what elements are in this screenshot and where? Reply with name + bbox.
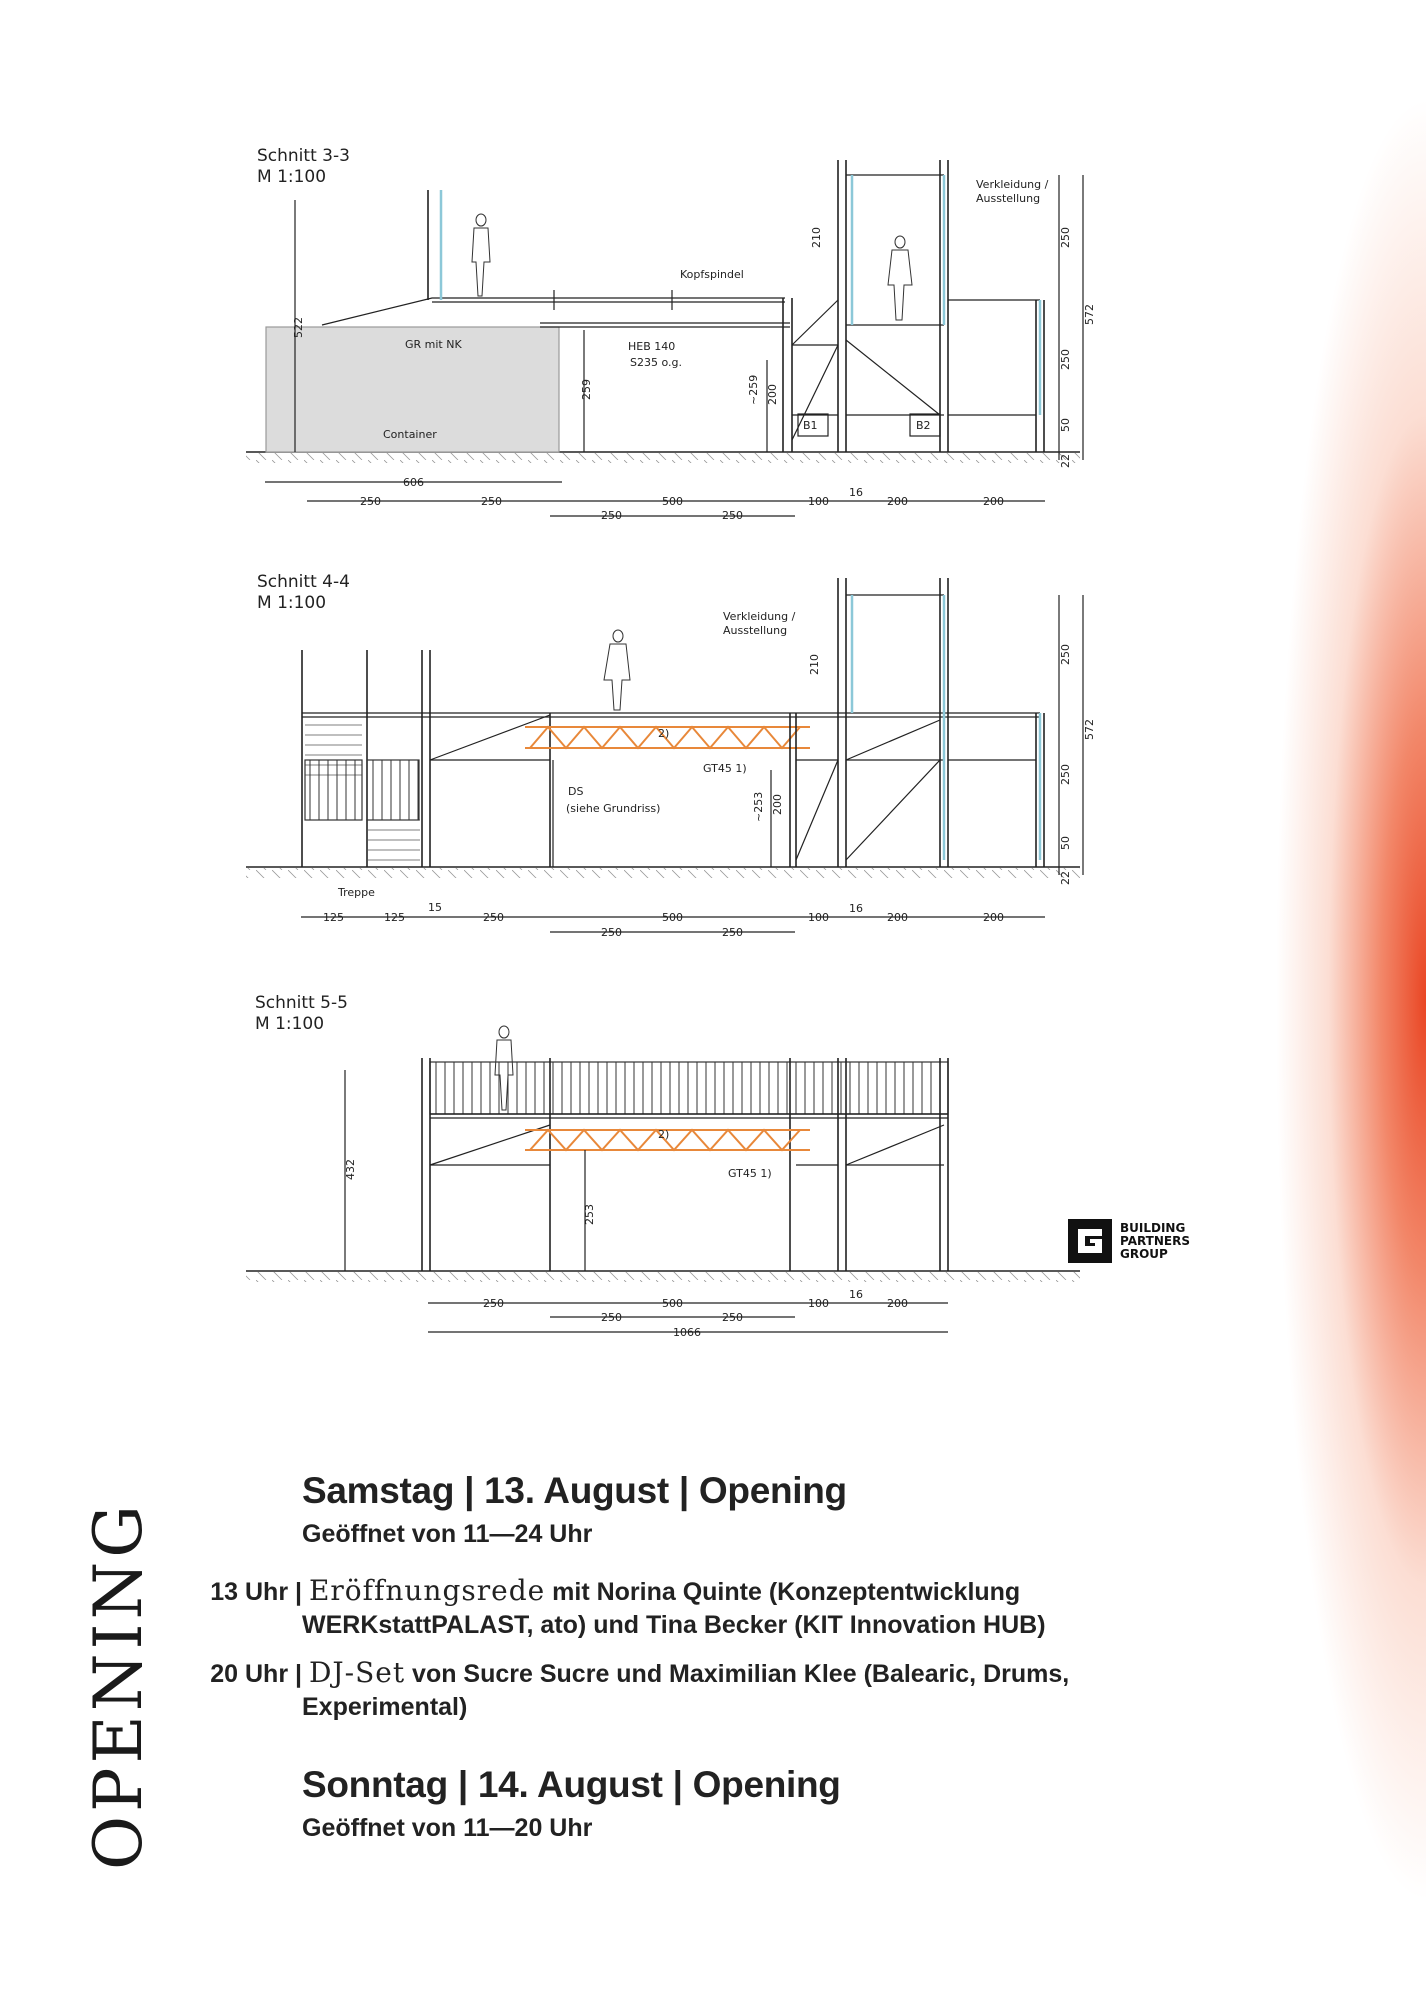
svg-text:2): 2) xyxy=(658,727,670,740)
svg-text:250: 250 xyxy=(483,1297,504,1310)
svg-text:250: 250 xyxy=(1059,764,1072,785)
svg-text:572: 572 xyxy=(1083,719,1096,740)
svg-text:200: 200 xyxy=(771,794,784,815)
svg-text:Treppe: Treppe xyxy=(338,886,375,899)
vertical-title: OPENING xyxy=(80,1501,157,1870)
svg-text:GR mit NK: GR mit NK xyxy=(405,338,462,351)
svg-text:GT45 1): GT45 1) xyxy=(728,1167,772,1180)
day2-hours: Geöffnet von 11—20 Uhr xyxy=(302,1814,593,1842)
day2-heading: Sonntag | 14. August | Opening xyxy=(302,1764,841,1805)
section-4-4-labels xyxy=(323,610,1096,939)
svg-text:Container: Container xyxy=(383,428,437,441)
logo-line-2: PARTNERS xyxy=(1120,1233,1190,1248)
event-2-text: von Sucre Sucre und Maximilian Klee (Balearic, Drums, xyxy=(405,1660,1070,1688)
section-title-4: Schnitt 4-4 M 1:100 xyxy=(257,572,350,613)
svg-text:100: 100 xyxy=(808,495,829,508)
svg-text:500: 500 xyxy=(662,1297,683,1310)
event-1-text-cont: WERKstattPALAST, ato) und Tina Becker (KIT Innovation HUB) xyxy=(302,1611,1046,1639)
svg-text:1066: 1066 xyxy=(673,1326,701,1339)
svg-text:Ausstellung: Ausstellung xyxy=(723,624,788,637)
svg-text:(siehe Grundriss): (siehe Grundriss) xyxy=(566,802,661,815)
svg-text:250: 250 xyxy=(722,509,743,522)
svg-text:250: 250 xyxy=(1059,227,1072,248)
section-title-3: Schnitt 3-3 M 1:100 xyxy=(257,146,350,187)
section-4-4 xyxy=(246,578,1083,932)
event-2 xyxy=(185,1656,1265,1724)
event-1-time: 13 Uhr | xyxy=(210,1578,302,1606)
svg-text:210: 210 xyxy=(808,654,821,675)
svg-text:Ausstellung: Ausstellung xyxy=(976,192,1041,205)
building-partners-logo xyxy=(1068,1219,1190,1263)
svg-text:~253: ~253 xyxy=(752,791,765,822)
svg-text:572: 572 xyxy=(1083,304,1096,325)
svg-text:22: 22 xyxy=(1059,454,1072,468)
svg-text:Kopfspindel: Kopfspindel xyxy=(680,268,744,281)
svg-text:250: 250 xyxy=(483,911,504,924)
svg-text:200: 200 xyxy=(766,384,779,405)
svg-text:250: 250 xyxy=(722,926,743,939)
svg-text:S235 o.g.: S235 o.g. xyxy=(630,356,682,369)
svg-text:210: 210 xyxy=(810,227,823,248)
svg-text:500: 500 xyxy=(662,911,683,924)
svg-text:250: 250 xyxy=(481,495,502,508)
svg-text:~259: ~259 xyxy=(747,374,760,405)
event-2-title: DJ-Set xyxy=(308,1656,406,1689)
event-2-text-cont: Experimental) xyxy=(302,1693,468,1721)
svg-text:100: 100 xyxy=(808,1297,829,1310)
event-2-time: 20 Uhr | xyxy=(210,1660,302,1688)
svg-text:DS: DS xyxy=(568,785,584,798)
day1-heading: Samstag | 13. August | Opening xyxy=(302,1470,847,1511)
svg-text:259: 259 xyxy=(580,379,593,400)
svg-text:250: 250 xyxy=(601,1311,622,1324)
svg-text:16: 16 xyxy=(849,486,863,499)
event-1-title: Eröffnungsrede xyxy=(308,1574,546,1607)
svg-text:200: 200 xyxy=(887,911,908,924)
svg-text:200: 200 xyxy=(983,911,1004,924)
svg-text:B1: B1 xyxy=(803,419,818,432)
svg-text:16: 16 xyxy=(849,902,863,915)
svg-text:606: 606 xyxy=(403,476,424,489)
svg-text:125: 125 xyxy=(323,911,344,924)
section-title-5: Schnitt 5-5 M 1:100 xyxy=(255,993,348,1034)
svg-text:200: 200 xyxy=(887,495,908,508)
svg-text:250: 250 xyxy=(1059,349,1072,370)
svg-text:200: 200 xyxy=(983,495,1004,508)
svg-text:Verkleidung /: Verkleidung / xyxy=(723,610,796,623)
svg-text:15: 15 xyxy=(428,901,442,914)
svg-text:50: 50 xyxy=(1059,418,1072,432)
svg-text:250: 250 xyxy=(1059,644,1072,665)
svg-text:125: 125 xyxy=(384,911,405,924)
svg-text:B2: B2 xyxy=(916,419,931,432)
svg-text:GT45 1): GT45 1) xyxy=(703,762,747,775)
section-3-3 xyxy=(246,160,1083,516)
svg-text:200: 200 xyxy=(887,1297,908,1310)
svg-text:250: 250 xyxy=(360,495,381,508)
day1-hours: Geöffnet von 11—24 Uhr xyxy=(302,1520,593,1548)
logo-mark-icon xyxy=(1068,1219,1112,1263)
svg-text:522: 522 xyxy=(292,317,305,338)
logo-line-1: BUILDING xyxy=(1120,1220,1186,1235)
svg-text:250: 250 xyxy=(601,509,622,522)
event-1 xyxy=(185,1574,1265,1642)
svg-text:250: 250 xyxy=(722,1311,743,1324)
section-3-3-labels xyxy=(292,178,1096,522)
logo-line-3: GROUP xyxy=(1120,1246,1168,1261)
svg-text:22: 22 xyxy=(1059,871,1072,885)
svg-text:Verkleidung /: Verkleidung / xyxy=(976,178,1049,191)
svg-text:432: 432 xyxy=(344,1159,357,1180)
svg-text:250: 250 xyxy=(601,926,622,939)
svg-text:16: 16 xyxy=(849,1288,863,1301)
svg-text:253: 253 xyxy=(583,1204,596,1225)
section-5-5 xyxy=(246,1026,1080,1332)
svg-text:HEB 140: HEB 140 xyxy=(628,340,676,353)
section-5-5-labels xyxy=(344,1128,908,1339)
svg-text:2): 2) xyxy=(658,1128,670,1141)
event-1-text: mit Norina Quinte (Konzeptentwicklung xyxy=(545,1578,1021,1606)
svg-text:50: 50 xyxy=(1059,836,1072,850)
svg-text:500: 500 xyxy=(662,495,683,508)
svg-text:100: 100 xyxy=(808,911,829,924)
